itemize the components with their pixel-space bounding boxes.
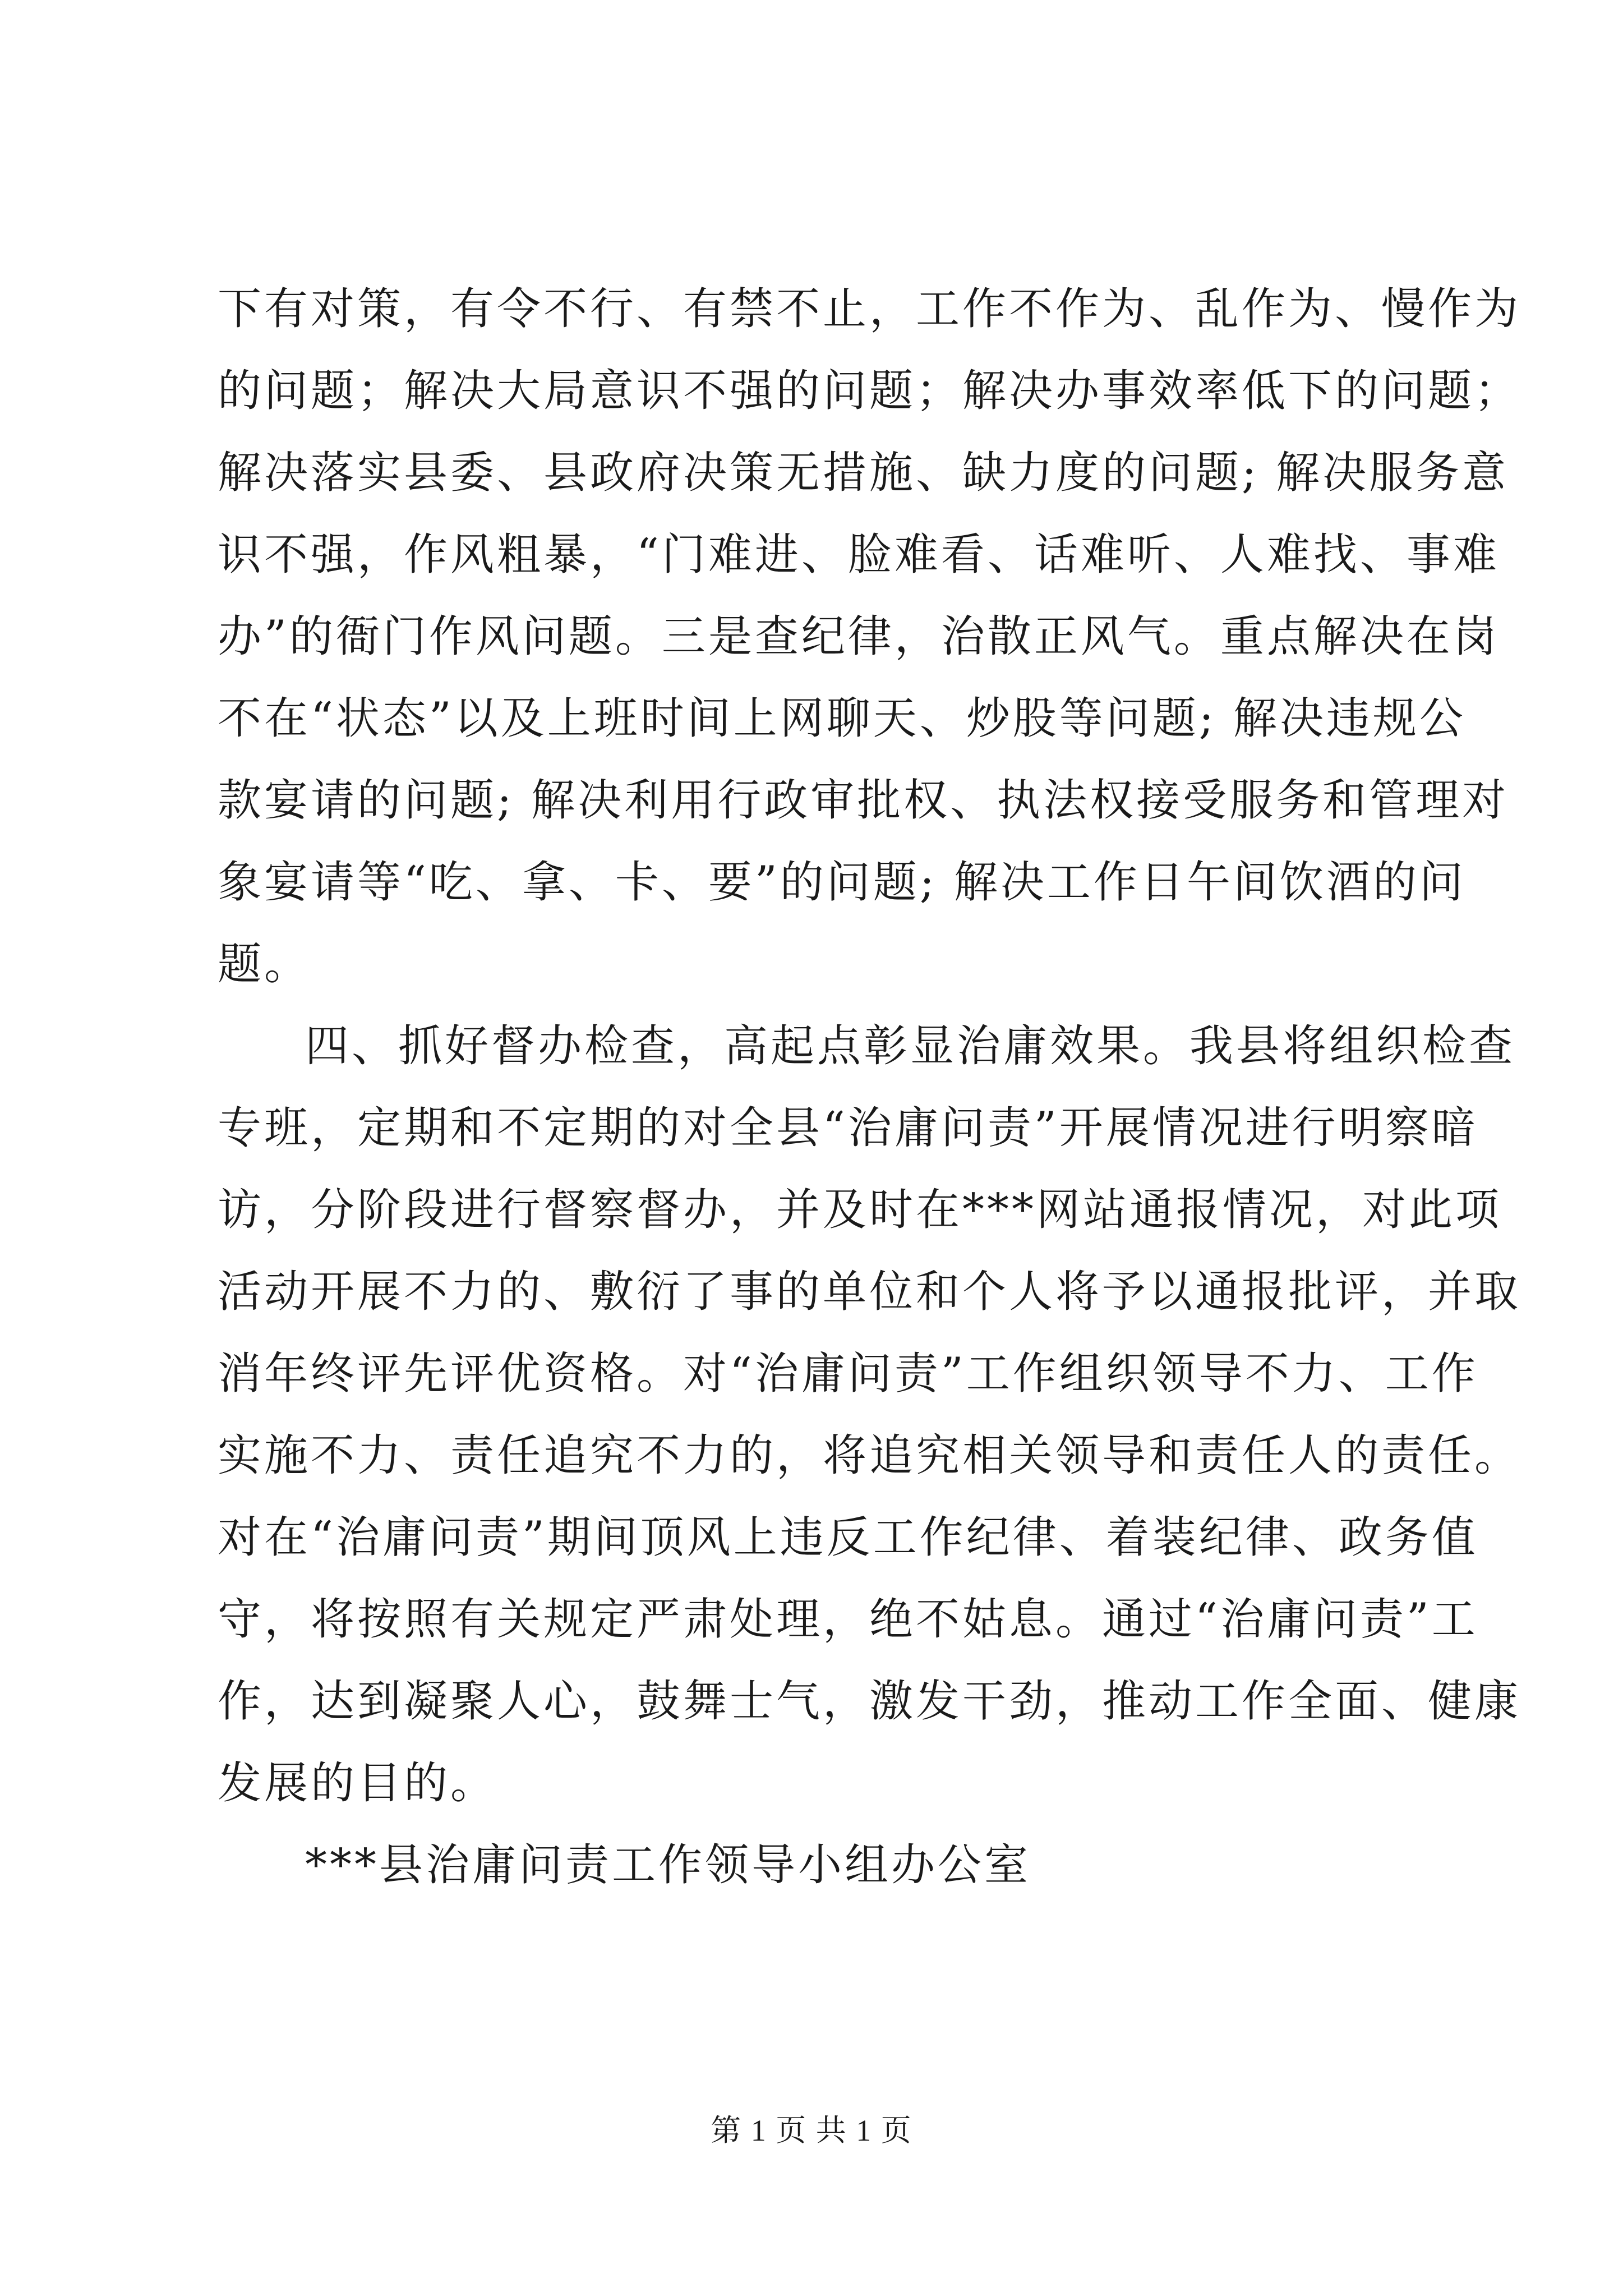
signature-office: ***县治庸问责工作领导小组办公室 xyxy=(305,1840,1031,1890)
text-line: 对在“治庸问责”期间顶风上违反工作纪律、着装纪律、政务值 xyxy=(218,1512,1478,1563)
text-line: 办”的衙门作风问题。三是查纪律，治散正风气。重点解决在岗 xyxy=(218,611,1500,662)
text-line: 题。 xyxy=(218,939,311,990)
text-line: 四、抓好督办检查，高起点彰显治庸效果。我县将组织检查 xyxy=(305,1021,1516,1071)
paragraph-continued xyxy=(218,268,1521,1005)
text-line: 象宴请等“吃、拿、卡、要”的问题; 解决工作日午间饮酒的问 xyxy=(218,857,1466,908)
document-body xyxy=(218,268,1521,1906)
text-line: 专班，定期和不定期的对全县“治庸问责”开展情况进行明察暗 xyxy=(218,1103,1478,1153)
paragraph-supervision xyxy=(218,1005,1521,1824)
text-line: 识不强，作风粗暴，“门难进、脸难看、话难听、人难找、事难 xyxy=(218,530,1500,580)
text-line: 款宴请的问题; 解决利用行政审批权、执法权接受服务和管理对 xyxy=(218,775,1509,826)
text-line: 消年终评先评优资格。对“治庸问责”工作组织领导不力、工作 xyxy=(218,1349,1478,1399)
text-line: 解决落实县委、县政府决策无措施、缺力度的问题; 解决服务意 xyxy=(218,448,1509,498)
text-line: 发展的目的。 xyxy=(218,1758,497,1809)
text-line: 作，达到凝聚人心，鼓舞士气，激发干劲，推动工作全面、健康 xyxy=(218,1676,1521,1727)
text-line: 活动开展不力的、敷衍了事的单位和个人将予以通报批评，并取 xyxy=(218,1267,1521,1317)
text-line: 守，将按照有关规定严肃处理，绝不姑息。通过“治庸问责”工 xyxy=(218,1594,1478,1645)
text-line: 实施不力、责任追究不力的，将追究相关领导和责任人的责任。 xyxy=(218,1430,1521,1481)
page-number-footer: 第 1 页 共 1 页 xyxy=(711,2114,912,2147)
text-line: 的问题；解决大局意识不强的问题；解决办事效率低下的问题； xyxy=(218,366,1521,416)
text-line: 访，分阶段进行督察督办，并及时在***网站通报情况，对此项 xyxy=(218,1185,1502,1235)
text-line: 不在“状态”以及上班时间上网聊天、炒股等问题; 解决违规公 xyxy=(218,693,1466,744)
text-line: 下有对策，有令不行、有禁不止，工作不作为、乱作为、慢作为 xyxy=(218,284,1521,334)
